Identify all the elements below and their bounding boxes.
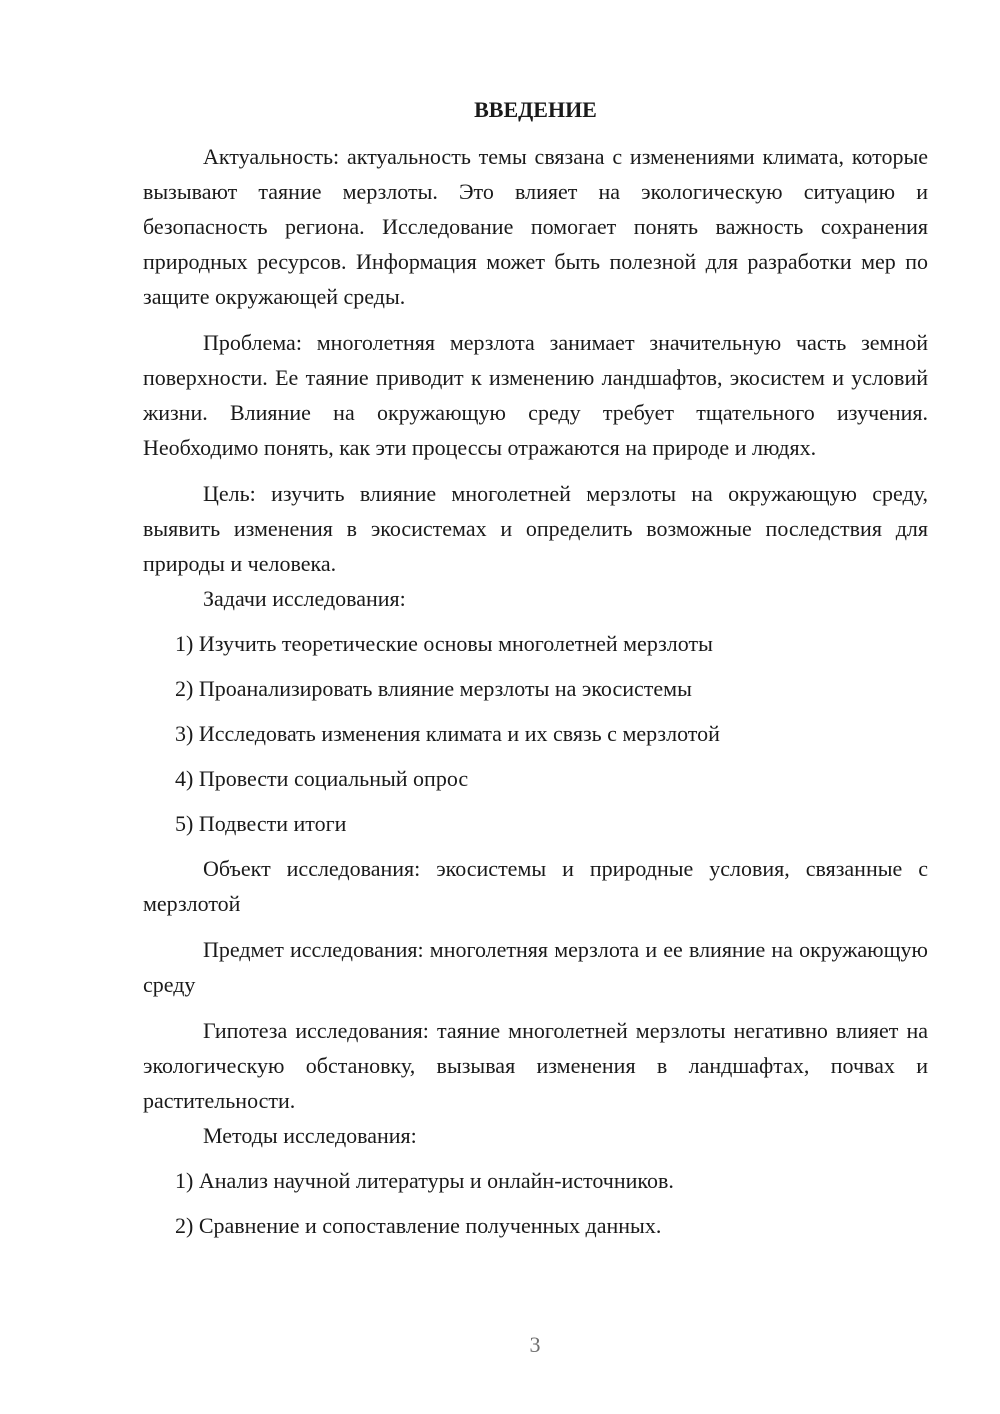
task-item: 4) Провести социальный опрос (175, 766, 469, 791)
task-item: 1) Изучить теоретические основы многолетней мерзлоты (175, 631, 713, 656)
document-page (143, 92, 928, 1243)
tasks-heading: Задачи исследования: (203, 586, 406, 611)
goal-paragraph: Цель: изучить влияние многолетней мерзлоты на окружающую среду, выявить изменения в экосистемах и определить возможные последствия для природы и человека. (143, 481, 928, 576)
section-title: ВВЕДЕНИЕ (474, 97, 597, 122)
method-item: 1) Анализ научной литературы и онлайн-источников. (175, 1168, 674, 1193)
page-number: 3 (529, 1332, 541, 1357)
task-item: 3) Исследовать изменения климата и их связь с мерзлотой (175, 721, 720, 746)
task-item: 5) Подвести итоги (175, 811, 347, 836)
problem-paragraph: Проблема: многолетняя мерзлота занимает значительную часть земной поверхности. Ее таяние приводит к изменению ландшафтов, экосистем и условий жизни. Влияние на окружающую среду требует тщательного изучения. Необходимо понять, как эти процессы отражаются на природе и людях. (143, 330, 928, 460)
methods-heading: Методы исследования: (203, 1123, 417, 1148)
relevance-paragraph: Актуальность: актуальность темы связана с изменениями климата, которые вызывают таяние мерзлоты. Это влияет на экологическую ситуацию и безопасность региона. Исследование помогает понять важность сохранения природных ресурсов. Информация может быть полезной для разработки мер по защите окружающей среды. (143, 144, 928, 309)
hypothesis-paragraph: Гипотеза исследования: таяние многолетней мерзлоты негативно влияет на экологическую обстановку, вызывая изменения в ландшафтах, почвах и растительности. (143, 1018, 928, 1113)
subject-paragraph: Предмет исследования: многолетняя мерзлота и ее влияние на окружающую среду (143, 937, 928, 997)
method-item: 2) Сравнение и сопоставление полученных данных. (175, 1213, 662, 1238)
object-paragraph: Объект исследования: экосистемы и природные условия, связанные с мерзлотой (143, 856, 928, 916)
task-item: 2) Проанализировать влияние мерзлоты на экосистемы (175, 676, 692, 701)
